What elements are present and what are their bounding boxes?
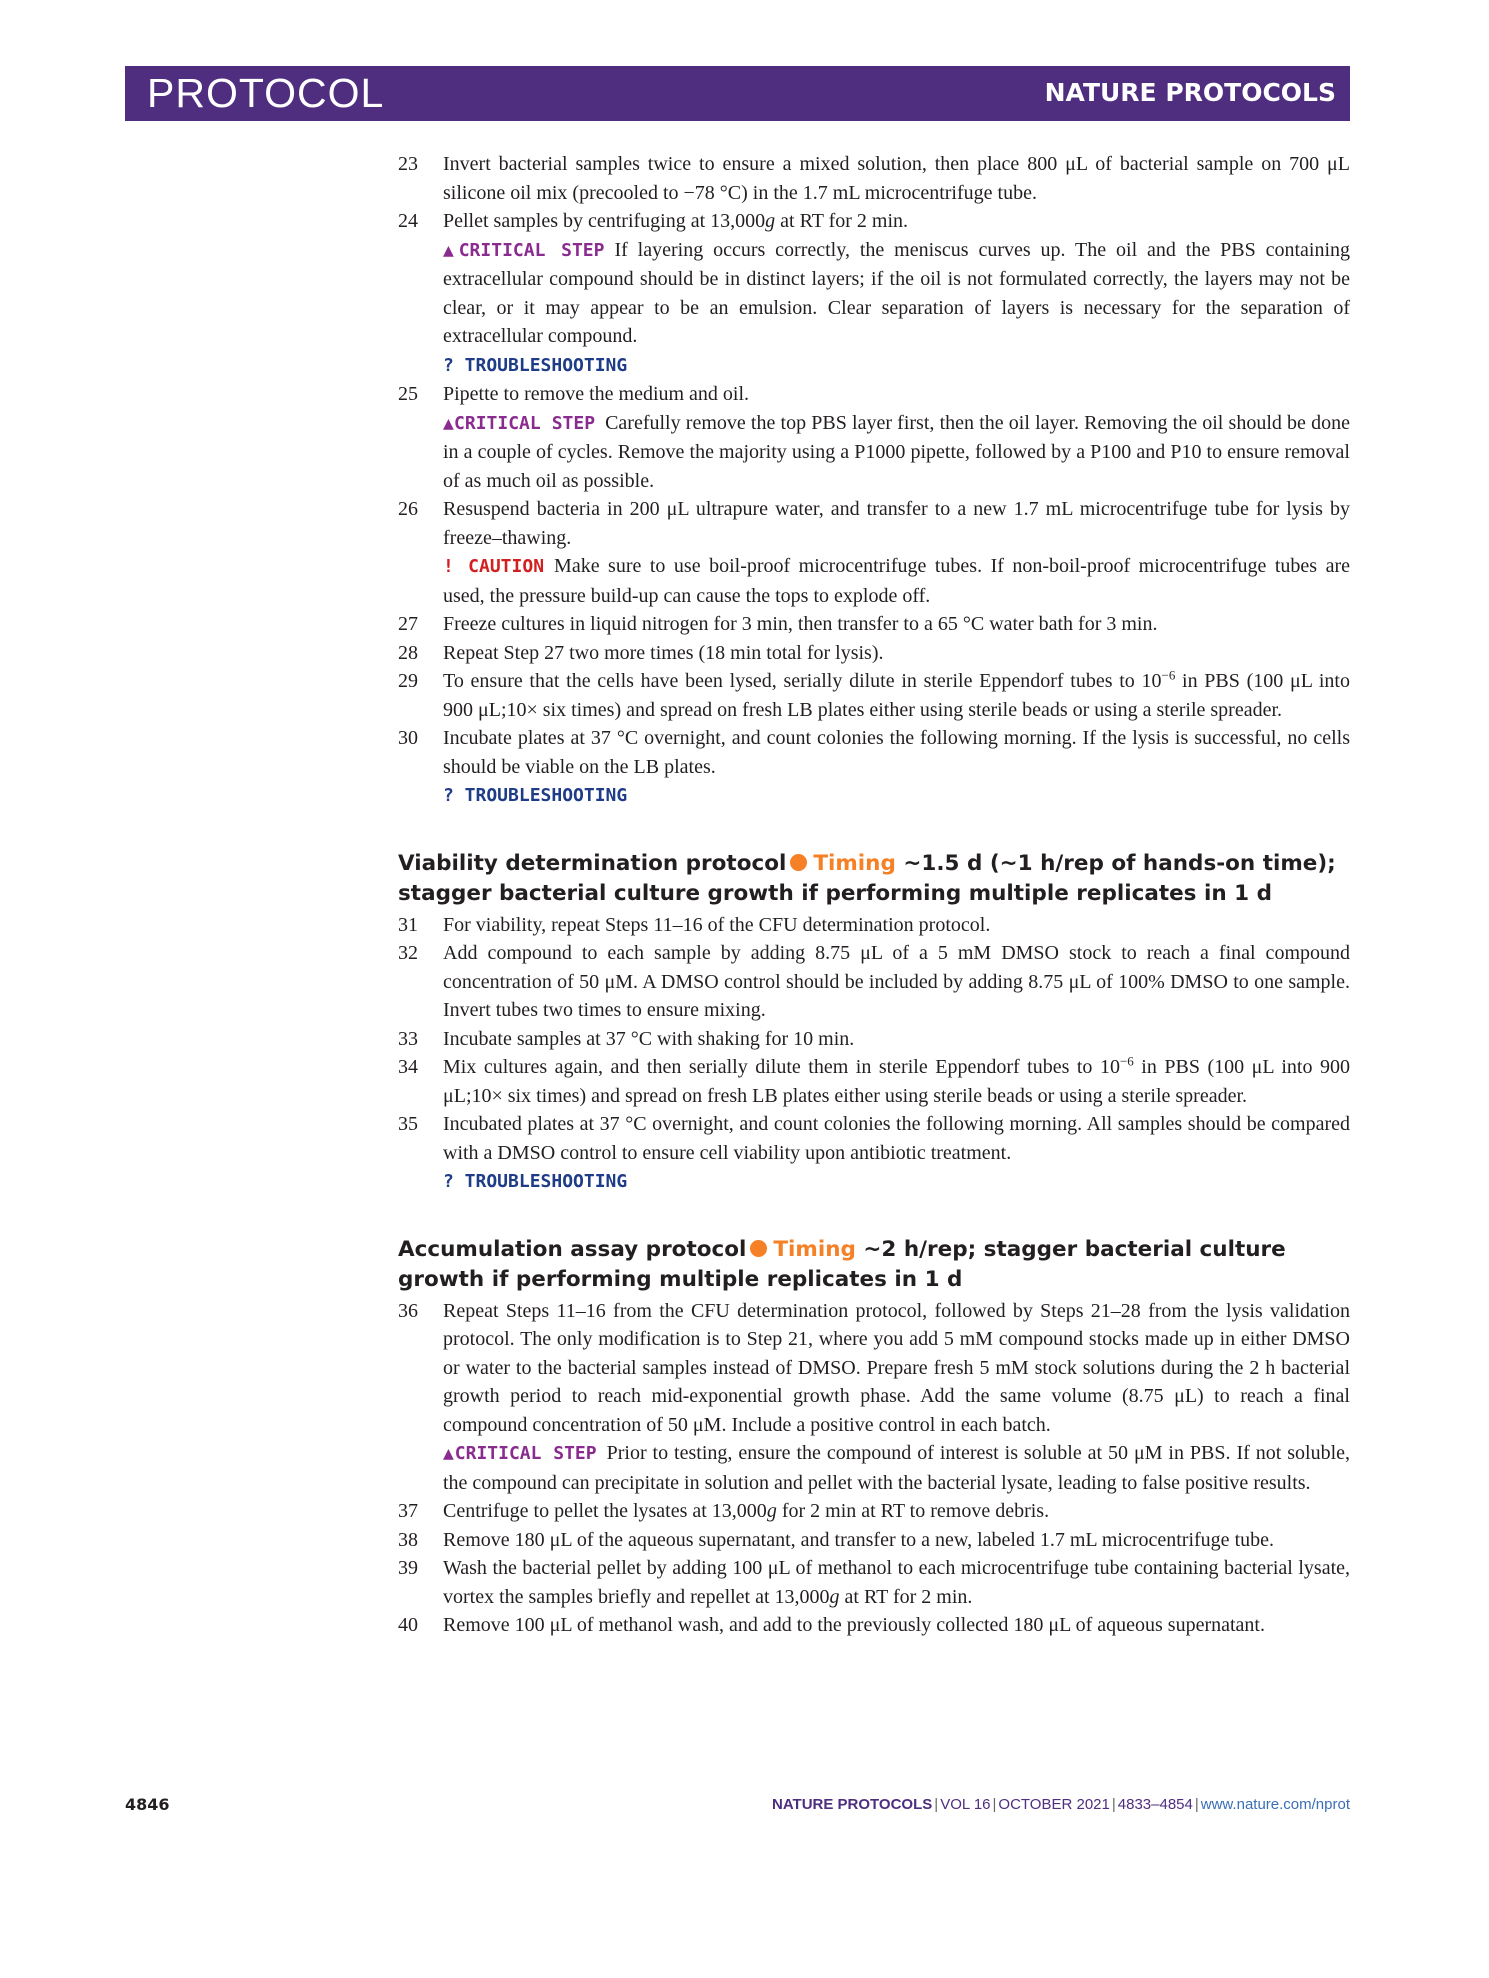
caution-label: ! CAUTION [443, 556, 545, 577]
step-40 [398, 1611, 1350, 1640]
step-text: Incubated plates at 37 °C overnight, and count colonies the following morning. All samples should be compared with a DMSO control to ensure cell viability upon antibiotic treatment. [443, 1113, 1350, 1164]
critical-step-note: ▲CRITICAL STEP Prior to testing, ensure the compound of interest is soluble at 50 μM in PBS. If not soluble, the compound can precipitate in solution and pellet with the bacterial lysate, leading to false positive results. [443, 1442, 1350, 1494]
step-31 [398, 911, 1350, 940]
journal-link[interactable]: www.nature.com/nprot [1200, 1796, 1350, 1813]
step-number: 39 [398, 1557, 418, 1579]
step-text: Repeat Steps 11–16 from the CFU determination protocol, followed by Steps 21–28 from the lysis validation protocol. The only modification is to Step 21, where you add 5 mM compound stocks made up in either DMSO or water to the bacterial samples instead of DMSO. Prepare fresh 5 mM stock solutions during the 2 h bacterial growth period to reach mid-exponential growth phase. Add the same volume (8.75 μL) to reach a final compound concentration of 50 μM. Include a positive control in each batch. [443, 1299, 1350, 1436]
step-text: Incubate plates at 37 °C overnight, and count colonies the following morning. If the lysis is successful, no cells should be viable on the LB plates. [443, 727, 1350, 778]
step-number: 34 [398, 1056, 418, 1078]
troubleshooting-link[interactable]: ? TROUBLESHOOTING [443, 785, 628, 806]
step-number: 35 [398, 1113, 418, 1135]
step-number: 33 [398, 1027, 418, 1050]
step-number: 25 [398, 383, 418, 405]
step-number: 31 [398, 913, 418, 936]
step-text: Remove 100 μL of methanol wash, and add to the previously collected 180 μL of aqueous supernatant. [443, 1614, 1265, 1636]
step-35 [398, 1110, 1350, 1197]
step-number: 32 [398, 942, 418, 964]
step-number: 28 [398, 641, 418, 664]
page-number: 4846 [125, 1795, 170, 1814]
footer-citation: NATURE PROTOCOLS | VOL 16 | OCTOBER 2021 | 4833–4854 | www.nature.com/nprot [771, 1796, 1350, 1813]
step-text: Wash the bacterial pellet by adding 100 μL of methanol to each microcentrifuge tube containing bacterial lysate, vortex the samples briefly and repellet at 13,000g at RT for 2 min. [443, 1557, 1350, 1608]
step-33 [398, 1025, 1350, 1054]
step-number: 24 [398, 210, 418, 232]
step-39 [398, 1554, 1350, 1611]
step-text: Remove 180 μL of the aqueous supernatant, and transfer to a new, labeled 1.7 mL microcentrifuge tube. [443, 1528, 1274, 1551]
step-number: 38 [398, 1528, 418, 1551]
step-number: 23 [398, 153, 418, 175]
critical-step-label: ▲CRITICAL STEP [443, 412, 596, 434]
step-37 [398, 1497, 1350, 1526]
caution-note: ! CAUTION Make sure to use boil-proof microcentrifuge tubes. If non-boil-proof microcentrifuge tubes are used, the pressure build-up can cause the tops to explode off. [443, 555, 1350, 607]
step-number: 40 [398, 1614, 418, 1636]
step-number: 27 [398, 613, 418, 635]
step-number: 29 [398, 670, 418, 692]
step-23 [398, 150, 1350, 207]
step-34 [398, 1053, 1350, 1110]
step-25 [398, 380, 1350, 495]
critical-step-label: ▲CRITICAL STEP [443, 239, 605, 261]
step-text: Add compound to each sample by adding 8.75 μL of a 5 mM DMSO stock to reach a final compound concentration of 50 μM. A DMSO control should be included by adding 8.75 μL of 100% DMSO to one sample. Invert tubes two times to ensure mixing. [443, 942, 1350, 1021]
timing-dot-icon [750, 1240, 767, 1257]
step-text: For viability, repeat Steps 11–16 of the CFU determination protocol. [443, 913, 991, 936]
section-heading-viability: Viability determination protocol Timing ~1.5 d (~1 h/rep of hands-on time); stagger bacterial culture growth if performing multiple replicates in 1 d [398, 850, 1336, 906]
step-36 [398, 1297, 1350, 1498]
step-number: 36 [398, 1299, 418, 1322]
troubleshooting-link[interactable]: ? TROUBLESHOOTING [443, 354, 628, 376]
page-body [398, 150, 1350, 1640]
step-24 [398, 207, 1350, 380]
step-30 [398, 724, 1350, 811]
critical-step-label: ▲CRITICAL STEP [443, 1443, 597, 1464]
section-heading-accumulation: Accumulation assay protocol Timing ~2 h/rep; stagger bacterial culture growth if performing multiple replicates in 1 d [398, 1236, 1286, 1292]
article-type: PROTOCOL [147, 70, 385, 116]
step-text: Incubate samples at 37 °C with shaking for 10 min. [443, 1027, 855, 1050]
step-29 [398, 667, 1350, 724]
step-32 [398, 939, 1350, 1025]
step-38 [398, 1526, 1350, 1555]
step-text: Invert bacterial samples twice to ensure a mixed solution, then place 800 μL of bacterial sample on 700 μL silicone oil mix (precooled to −78 °C) in the 1.7 mL microcentrifuge tube. [443, 153, 1350, 204]
step-text: Mix cultures again, and then serially dilute them in sterile Eppendorf tubes to $10^{-6}$ in PBS (100 μL into 900 μL;10× six times) and spread on fresh LB plates either using sterile beads or using a sterile spreader. [443, 1053, 1350, 1107]
critical-step-note: ▲CRITICAL STEP If layering occurs correctly, the meniscus curves up. The oil and the PBS containing extracellular compound should be in distinct layers; if the oil is not formulated correctly, the layers may not be clear, or it may appear to be an emulsion. Clear separation of layers is necessary for the separation of extracellular compound. [443, 238, 1350, 347]
step-text: Resuspend bacteria in 200 μL ultrapure water, and transfer to a new 1.7 mL microcentrifuge tube for lysis by freeze–thawing. [443, 498, 1350, 549]
critical-step-note: ▲CRITICAL STEP Carefully remove the top PBS layer first, then the oil layer. Removing the oil should be done in a couple of cycles. Remove the majority using a P1000 pipette, followed by a P100 and P10 to ensure removal of as much oil as possible. [443, 411, 1350, 492]
troubleshooting-link[interactable]: ? TROUBLESHOOTING [443, 1171, 628, 1192]
header-banner [125, 66, 1350, 121]
step-text: Pellet samples by centrifuging at 13,000g at RT for 2 min. [443, 210, 909, 232]
step-text: Freeze cultures in liquid nitrogen for 3 min, then transfer to a 65 °C water bath for 3 min. [443, 613, 1158, 635]
step-27 [398, 610, 1350, 639]
step-text: Repeat Step 27 two more times (18 min total for lysis). [443, 641, 884, 664]
step-26 [398, 495, 1350, 610]
step-28 [398, 639, 1350, 668]
step-text: To ensure that the cells have been lysed, serially dilute in sterile Eppendorf tubes to $10^{-6}$ in PBS (100 μL into 900 μL;10× six times) and spread on fresh LB plates either using sterile beads or using a sterile spreader. [443, 667, 1350, 721]
journal-name: NATURE PROTOCOLS [1044, 78, 1336, 107]
step-text: Pipette to remove the medium and oil. [443, 383, 750, 405]
timing-dot-icon [790, 854, 807, 871]
step-number: 37 [398, 1500, 418, 1522]
step-number: 26 [398, 498, 418, 520]
step-number: 30 [398, 727, 418, 749]
step-text: Centrifuge to pellet the lysates at 13,000g for 2 min at RT to remove debris. [443, 1500, 1050, 1522]
